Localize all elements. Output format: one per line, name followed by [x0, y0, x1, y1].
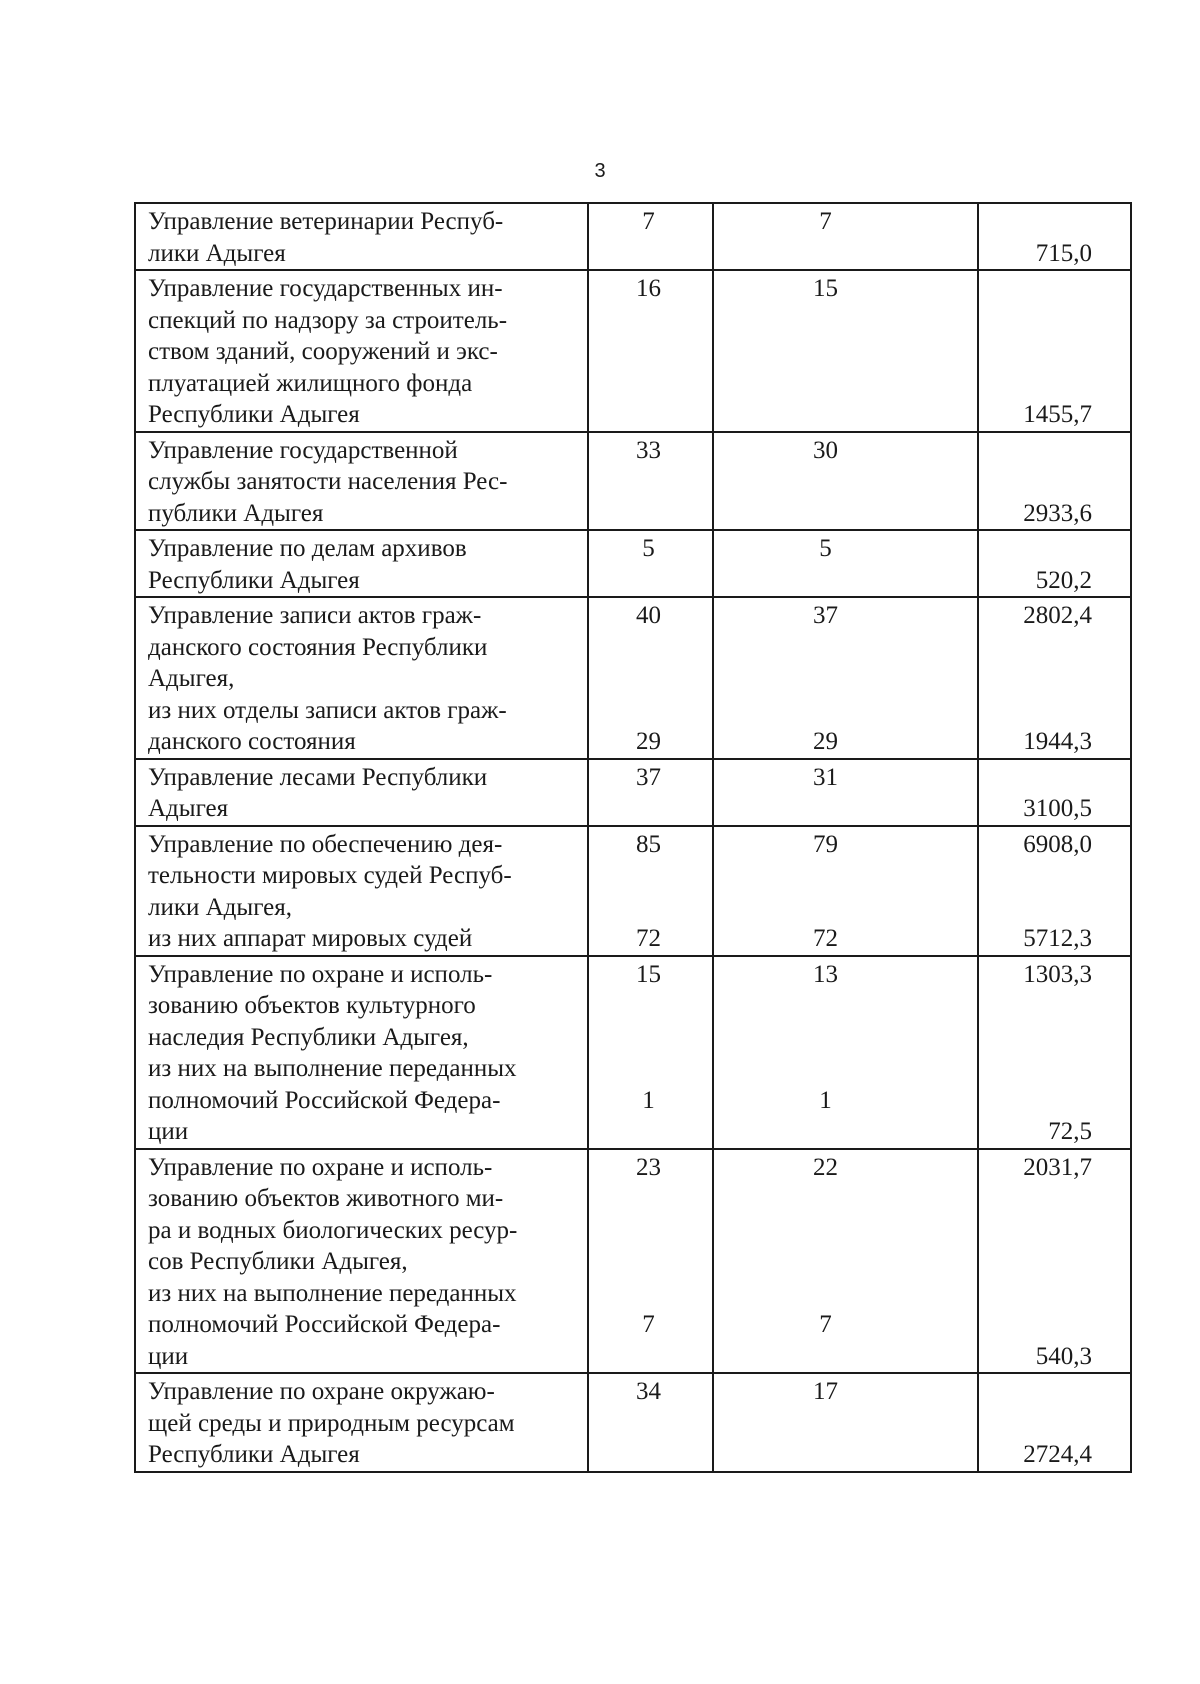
organization-name-line: ции	[148, 1118, 189, 1145]
table-row	[135, 432, 1131, 531]
cell-value: 7	[819, 208, 832, 235]
organization-name-cell	[135, 759, 588, 826]
cell-value: 72	[636, 925, 661, 952]
cell-value: 7	[642, 208, 655, 235]
organization-name-line: Управление по охране и исполь-	[148, 960, 493, 988]
cell-value: 520,2	[1035, 566, 1092, 594]
payroll-cell	[978, 956, 1131, 1149]
organization-name-cell	[135, 956, 588, 1149]
table-body	[135, 203, 1131, 1472]
payroll-cell	[978, 597, 1131, 759]
cell-value: 37	[813, 602, 838, 629]
cell-value: 72	[813, 925, 838, 952]
staff-actual-cell	[713, 1373, 978, 1472]
cell-value: 540,3	[1035, 1342, 1092, 1370]
cell-value: 2933,6	[1023, 499, 1092, 527]
cell-value: 7	[819, 1311, 832, 1338]
staffing-table	[134, 202, 1132, 1473]
cell-value: 37	[636, 763, 661, 791]
organization-name-line: щей среды и природным ресурсам	[148, 1409, 515, 1437]
cell-value: 2724,4	[1023, 1441, 1092, 1468]
organization-name-line: Управление государственных ин-	[148, 275, 503, 302]
organization-name-line: лики Адыгея,	[148, 893, 292, 921]
organization-name-line: из них на выполнение переданных	[148, 1055, 517, 1082]
cell-value: 31	[813, 763, 838, 791]
cell-value: 6908,0	[1023, 830, 1092, 858]
organization-name-line: из них аппарат мировых судей	[148, 925, 473, 952]
organization-name-cell	[135, 826, 588, 956]
organization-name-line: службы занятости населения Рес-	[148, 468, 508, 495]
organization-name-line: Управление записи актов граж-	[148, 602, 482, 629]
cell-value: 1455,7	[1023, 401, 1092, 428]
cell-value: 17	[813, 1378, 838, 1405]
organization-name-cell	[135, 203, 588, 270]
staff-actual-cell	[713, 956, 978, 1149]
cell-value: 2031,7	[1023, 1153, 1092, 1181]
cell-value: 30	[813, 436, 838, 464]
payroll-cell	[978, 203, 1131, 270]
organization-name-line: Управление по делам архивов	[148, 535, 467, 562]
cell-value: 5712,3	[1023, 925, 1092, 952]
staff-actual-cell	[713, 530, 978, 597]
cell-value: 34	[636, 1378, 661, 1405]
cell-value: 1	[819, 1086, 832, 1114]
organization-name-line: ции	[148, 1342, 189, 1370]
cell-value: 5	[819, 535, 832, 562]
organization-name-line: Республики Адыгея	[148, 401, 360, 428]
cell-value: 23	[636, 1153, 661, 1181]
cell-value: 1303,3	[1023, 960, 1092, 988]
organization-name-line: лики Адыгея	[148, 239, 286, 267]
organization-name-line: публики Адыгея	[148, 499, 324, 527]
staff-actual-cell	[713, 270, 978, 432]
cell-value: 15	[636, 960, 661, 988]
organization-name-line: данского состояния	[148, 728, 356, 755]
organization-name-line: Управление государственной	[148, 436, 458, 464]
table-row	[135, 203, 1131, 270]
organization-name-line: Республики Адыгея	[148, 1441, 360, 1468]
table-row	[135, 530, 1131, 597]
organization-name-line: Управление по охране окружаю-	[148, 1378, 495, 1405]
table-row	[135, 1149, 1131, 1374]
cell-value: 29	[813, 728, 838, 755]
organization-name-line: Республики Адыгея	[148, 566, 360, 594]
table-row	[135, 759, 1131, 826]
table-row	[135, 826, 1131, 956]
cell-value: 16	[636, 275, 661, 302]
organization-name-line: спекций по надзору за строитель-	[148, 306, 508, 334]
organization-name-cell	[135, 432, 588, 531]
cell-value: 22	[813, 1153, 838, 1181]
payroll-cell	[978, 270, 1131, 432]
page-number: 3	[594, 160, 606, 182]
organization-name-line: зованию объектов культурного	[148, 992, 476, 1019]
table-row	[135, 956, 1131, 1149]
payroll-cell	[978, 826, 1131, 956]
payroll-cell	[978, 1149, 1131, 1374]
cell-value: 33	[636, 436, 661, 464]
organization-name-line: зованию объектов животного ми-	[148, 1185, 504, 1212]
organization-name-line: Управление лесами Республики	[148, 763, 488, 791]
cell-value: 1	[642, 1086, 655, 1114]
organization-name-line: полномочий Российской Федера-	[148, 1311, 501, 1338]
payroll-cell	[978, 530, 1131, 597]
cell-value: 2802,4	[1023, 602, 1092, 629]
table-row	[135, 597, 1131, 759]
staff-actual-cell	[713, 203, 978, 270]
cell-value: 79	[813, 830, 838, 858]
cell-value: 40	[636, 602, 661, 629]
organization-name-line: наследия Республики Адыгея,	[148, 1023, 469, 1051]
cell-value: 3100,5	[1023, 795, 1092, 822]
organization-name-cell	[135, 530, 588, 597]
organization-name-cell	[135, 1373, 588, 1472]
organization-name-line: из них отделы записи актов граж-	[148, 696, 507, 724]
staff-actual-cell	[713, 1149, 978, 1374]
organization-name-line: полномочий Российской Федера-	[148, 1086, 501, 1114]
cell-value: 1944,3	[1023, 728, 1092, 755]
cell-value: 29	[636, 728, 661, 755]
table-row	[135, 270, 1131, 432]
organization-name-cell	[135, 597, 588, 759]
organization-name-line: тельности мировых судей Респуб-	[148, 862, 512, 889]
staff-actual-cell	[713, 432, 978, 531]
staff-actual-cell	[713, 759, 978, 826]
organization-name-line: Управление ветеринарии Респуб-	[148, 208, 504, 235]
payroll-cell	[978, 759, 1131, 826]
cell-value: 5	[642, 535, 655, 562]
cell-value: 72,5	[1048, 1118, 1092, 1145]
organization-name-line: Управление по охране и исполь-	[148, 1153, 493, 1181]
cell-value: 13	[813, 960, 838, 988]
cell-value: 715,0	[1035, 239, 1092, 267]
cell-value: 7	[642, 1311, 655, 1338]
organization-name-line: плуатацией жилищного фонда	[148, 369, 473, 397]
organization-name-line: Адыгея,	[148, 665, 235, 692]
organization-name-line: Управление по обеспечению дея-	[148, 830, 503, 858]
table-row	[135, 1373, 1131, 1472]
staff-actual-cell	[713, 597, 978, 759]
staff-actual-cell	[713, 826, 978, 956]
organization-name-line: ством зданий, сооружений и экс-	[148, 338, 498, 365]
organization-name-line: ра и водных биологических ресур-	[148, 1216, 518, 1244]
cell-value: 15	[813, 275, 838, 302]
organization-name-line: Адыгея	[148, 795, 229, 822]
organization-name-line: из них на выполнение переданных	[148, 1279, 517, 1307]
organization-name-line: сов Республики Адыгея,	[148, 1248, 408, 1275]
cell-value: 85	[636, 830, 661, 858]
payroll-cell	[978, 1373, 1131, 1472]
organization-name-cell	[135, 270, 588, 432]
organization-name-cell	[135, 1149, 588, 1374]
payroll-cell	[978, 432, 1131, 531]
organization-name-line: данского состояния Республики	[148, 633, 488, 661]
